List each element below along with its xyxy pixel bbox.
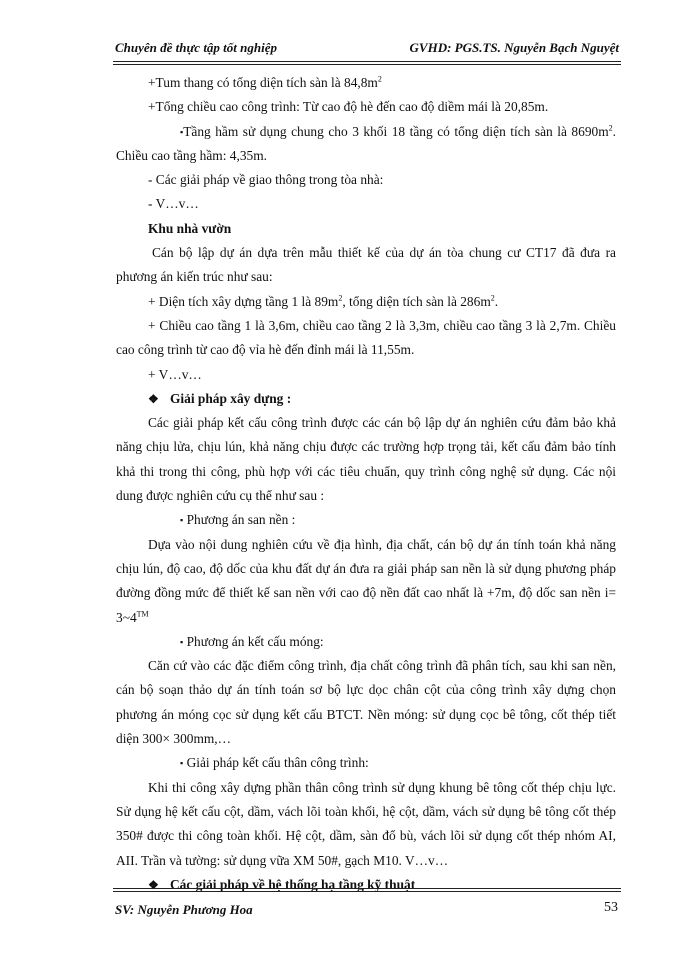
paragraph: + Chiều cao tầng 1 là 3,6m, chiều cao tầng 2 là 3,3m, chiều cao tầng 3 là 2,7m. Chiều cao công trình từ cao độ vỉa hè đến đỉnh mái là 11,55m. [116, 317, 616, 358]
square-bullet-icon: ▪ [180, 126, 184, 137]
text: Tầng hầm sử dụng chung cho 3 khối 18 tầng có tổng diện tích sàn là 8690m [183, 123, 609, 139]
paragraph [116, 120, 616, 169]
list-item [116, 508, 616, 532]
text: Phương án san nền : [186, 512, 296, 528]
text: . [494, 293, 499, 309]
text: , tổng diện tích sàn là 286m [342, 293, 491, 309]
square-bullet-icon: ▪ [180, 758, 184, 769]
heading-text: Giải pháp xây dựng : [170, 390, 292, 406]
section-heading-construction [116, 387, 616, 411]
header-course-title: Chuyên đề thực tập tốt nghiệp [115, 40, 277, 55]
paragraph: + V…v… [148, 366, 202, 382]
superscript: TM [136, 609, 149, 619]
paragraph [116, 71, 616, 95]
square-bullet-icon: ▪ [180, 636, 184, 647]
section-heading-garden: Khu nhà vườn [148, 220, 232, 236]
paragraph [116, 290, 616, 314]
page-number: 53 [604, 900, 618, 915]
paragraph [116, 533, 616, 630]
page-header [115, 40, 619, 56]
text: Phương án kết cấu móng: [186, 633, 324, 649]
footer-rule-double [113, 891, 621, 892]
header-rule-double [113, 64, 621, 65]
superscript: 2 [338, 293, 343, 303]
superscript: 2 [608, 123, 613, 133]
footer-student-name: SV: Nguyễn Phương Hoa [115, 902, 253, 917]
paragraph: Các giải pháp kết cấu công trình được các cán bộ lập dự án nghiên cứu đảm bảo khả năng chịu lửa, chịu lún, khả năng chịu được các trường hợp trọng tải, kết cấu đảm bảo tính khả thi trong thi công, phù hợp với các tiêu chuẩn, quy trình công nghệ sử dụng. Các nội dung được nghiên cứu cụ thể như sau : [116, 415, 616, 504]
header-rule [113, 61, 621, 62]
superscript: 2 [490, 293, 495, 303]
footer-rule [113, 888, 621, 889]
paragraph: Căn cứ vào các đặc điểm công trình, địa chất công trình đã phân tích, sau khi san nền, cán bộ soạn thảo dự án tính toán sơ bộ lực dọc chân cột của công trình xây dựng chọn phương án móng cọc sử dụng kết cấu BTCT. Nền móng: sử dụng cọc bê tông, cốt thép tiết diện 300× 300mm,… [116, 658, 616, 747]
diamond-bullet-icon: ❖ [148, 877, 159, 892]
heading-text: Các giải pháp về hệ thống hạ tầng kỹ thuật [170, 876, 416, 892]
text: + Diện tích xây dựng tầng 1 là 89m [148, 293, 339, 309]
list-item [116, 751, 616, 775]
text: Dựa vào nội dung nghiên cứu về địa hình, địa chất, cán bộ dự án tính toán khả năng chịu lún, độ cao, độ dốc của khu đất dự án đưa ra giải pháp san nền là sử dụng phương pháp đường đồng mức để thiết kế san nền với cao độ nền đất cao nhất là +7m, độ dốc san nền i= 3~4 [116, 536, 616, 625]
paragraph: Khi thi công xây dựng phần thân công trình sử dụng khung bê tông cốt thép chịu lực. Sử dụng hệ kết cấu cột, dầm, vách lõi toàn khối, hệ cột, dầm, vách sử dụng bê tông cốt thép 350# được thi công toàn khối. Hệ cột, dầm, sàn đổ bù, vách lõi sử dụng cốt thép nhóm AI, AII. Trần và tường: sử dụng vữa XM 50#, gạch M10. V…v… [116, 779, 616, 868]
list-item [116, 630, 616, 654]
header-supervisor: GVHD: PGS.TS. Nguyễn Bạch Nguyệt [409, 40, 619, 55]
square-bullet-icon: ▪ [180, 515, 184, 526]
text: +Tum thang có tổng diện tích sàn là 84,8m [148, 75, 378, 90]
text: Giải pháp kết cấu thân công trình: [186, 755, 369, 771]
section-heading-infrastructure [116, 873, 616, 897]
paragraph: Cán bộ lập dự án dựa trên mẫu thiết kế của dự án tòa chung cư CT17 đã đưa ra phương án kiến trúc như sau: [116, 245, 616, 285]
diamond-bullet-icon: ❖ [148, 391, 159, 406]
page-body [116, 71, 616, 897]
paragraph: - V…v… [148, 196, 199, 212]
superscript: 2 [377, 74, 382, 84]
paragraph: - Các giải pháp về giao thông trong tòa nhà: [148, 172, 384, 188]
text: . Chiều cao tầng hầm: 4,35m. [116, 123, 616, 163]
paragraph: +Tổng chiều cao công trình: Từ cao độ hè đến cao độ diềm mái là 20,85m. [148, 99, 549, 115]
